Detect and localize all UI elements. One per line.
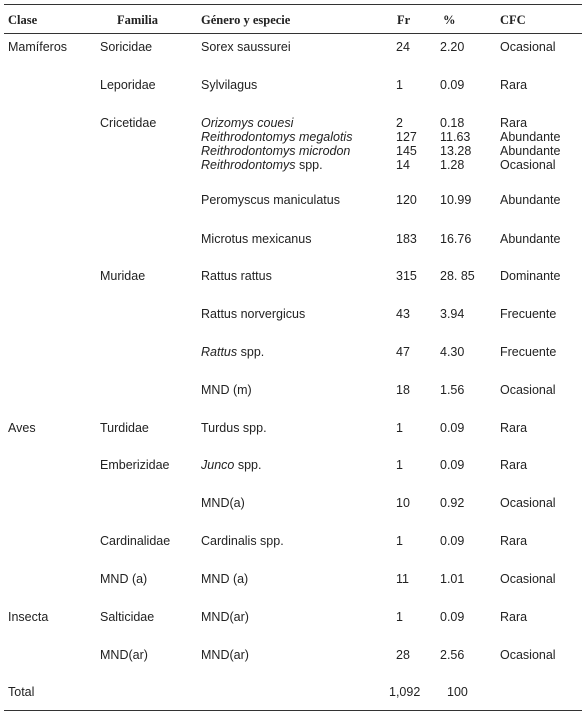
cell-fr: 127: [396, 130, 417, 144]
cell-cfc: Ocasional: [500, 572, 556, 586]
cell-cfc: Ocasional: [500, 383, 556, 397]
cell-cfc: Rara: [500, 610, 528, 624]
cell-especie: Microtus mexicanus: [201, 232, 312, 246]
cell-fr: 11: [396, 572, 409, 586]
cell-cfc: Ocasional: [500, 40, 556, 54]
cell-clase: Aves: [8, 421, 36, 435]
cell-fr: 14: [396, 158, 410, 172]
cell-cfc: Rara: [500, 534, 528, 548]
cell-especie: [201, 158, 323, 172]
header-pct: %: [443, 13, 456, 27]
cell-pct: 4.30: [440, 345, 465, 359]
cell-especie: MND (a): [201, 572, 249, 586]
cell-pct: 0.92: [440, 496, 465, 510]
cell-especie-genus: Reithrodontomys: [201, 158, 296, 172]
cell-especie-rest: spp.: [234, 458, 262, 472]
cell-cfc: Rara: [500, 458, 528, 472]
cell-especie-genus: Junco: [201, 458, 235, 472]
cell-fr: 1: [396, 534, 403, 548]
cell-pct: 0.09: [440, 458, 465, 472]
cell-familia: Cricetidae: [100, 116, 157, 130]
cell-fr: 1: [396, 421, 403, 435]
cell-especie: MND(a): [201, 496, 245, 510]
cell-pct: 13.28: [440, 144, 472, 158]
table-top-rule: [4, 4, 582, 5]
cell-familia: Salticidae: [100, 610, 155, 624]
cell-pct: 0.18: [440, 116, 465, 130]
cell-especie: Sorex saussurei: [201, 40, 291, 54]
cell-fr: 1: [396, 610, 403, 624]
cell-pct: 28. 85: [440, 269, 475, 283]
cell-pct: 11.63: [440, 130, 471, 144]
cell-especie: Rattus norvergicus: [201, 307, 306, 321]
total-pct: 100: [447, 685, 468, 699]
cell-pct: 3.94: [440, 307, 465, 321]
cell-especie-genus: Rattus: [201, 345, 238, 359]
cell-familia: MND(ar): [100, 648, 148, 662]
total-label: Total: [8, 685, 35, 699]
cell-especie: [201, 458, 261, 472]
cell-fr: 28: [396, 648, 410, 662]
header-fr: Fr: [397, 13, 411, 27]
cell-especie: Peromyscus maniculatus: [201, 193, 340, 207]
cell-cfc: Ocasional: [500, 496, 556, 510]
cell-cfc: Abundante: [500, 130, 561, 144]
cell-fr: 43: [396, 307, 410, 321]
cell-cfc: Abundante: [500, 144, 561, 158]
header-cfc: CFC: [500, 13, 526, 27]
cell-especie: Reithrodontomys microdon: [201, 144, 351, 158]
cell-fr: 24: [396, 40, 410, 54]
cell-familia: Cardinalidae: [100, 534, 171, 548]
cell-pct: 1.56: [440, 383, 465, 397]
cell-especie: [201, 345, 264, 359]
cell-especie-rest: spp.: [295, 158, 323, 172]
cell-pct: 2.56: [440, 648, 465, 662]
cell-pct: 10.99: [440, 193, 472, 207]
cell-pct: 1.01: [440, 572, 465, 586]
cell-especie: Reithrodontomys megalotis: [201, 130, 353, 144]
cell-fr: 145: [396, 144, 417, 158]
table-bottom-rule: [4, 710, 582, 711]
cell-pct: 2.20: [440, 40, 465, 54]
cell-especie: Sylvilagus: [201, 78, 258, 92]
cell-pct: 0.09: [440, 421, 465, 435]
cell-cfc: Rara: [500, 421, 528, 435]
cell-fr: 10: [396, 496, 410, 510]
cell-familia: MND (a): [100, 572, 148, 586]
cell-familia: Turdidae: [100, 421, 149, 435]
cell-cfc: Ocasional: [500, 648, 556, 662]
cell-fr: 2: [396, 116, 403, 130]
cell-especie: Rattus rattus: [201, 269, 272, 283]
cell-cfc: Rara: [500, 78, 528, 92]
cell-cfc: Abundante: [500, 232, 561, 246]
cell-familia: Leporidae: [100, 78, 156, 92]
cell-especie: MND(ar): [201, 610, 249, 624]
cell-fr: 315: [396, 269, 417, 283]
cell-cfc: Dominante: [500, 269, 561, 283]
cell-especie: MND (m): [201, 383, 252, 397]
cell-familia: Emberizidae: [100, 458, 170, 472]
cell-pct: 16.76: [440, 232, 472, 246]
cell-pct: 0.09: [440, 610, 465, 624]
cell-pct: 1.28: [440, 158, 465, 172]
cell-fr: 120: [396, 193, 417, 207]
cell-especie-rest: spp.: [237, 345, 265, 359]
cell-fr: 1: [396, 78, 403, 92]
cell-cfc: Rara: [500, 116, 528, 130]
cell-especie: Cardinalis spp.: [201, 534, 284, 548]
total-fr: 1,092: [389, 685, 421, 699]
cell-cfc: Ocasional: [500, 158, 556, 172]
cell-pct: 0.09: [440, 534, 465, 548]
cell-fr: 1: [396, 458, 403, 472]
cell-familia: Soricidae: [100, 40, 153, 54]
cell-cfc: Abundante: [500, 193, 561, 207]
header-clase: Clase: [8, 13, 38, 27]
cell-clase: Mamíferos: [8, 40, 68, 54]
header-familia: Familia: [117, 13, 158, 27]
cell-fr: 18: [396, 383, 410, 397]
cell-especie: MND(ar): [201, 648, 249, 662]
cell-pct: 0.09: [440, 78, 465, 92]
cell-cfc: Frecuente: [500, 345, 557, 359]
cell-fr: 47: [396, 345, 410, 359]
cell-cfc: Frecuente: [500, 307, 557, 321]
cell-especie: Orizomys couesi: [201, 116, 294, 130]
cell-clase: Insecta: [8, 610, 49, 624]
cell-familia: Muridae: [100, 269, 146, 283]
header-especie: Género y especie: [201, 13, 291, 27]
table-header-rule: [4, 33, 582, 34]
cell-fr: 183: [396, 232, 417, 246]
cell-especie: Turdus spp.: [201, 421, 267, 435]
